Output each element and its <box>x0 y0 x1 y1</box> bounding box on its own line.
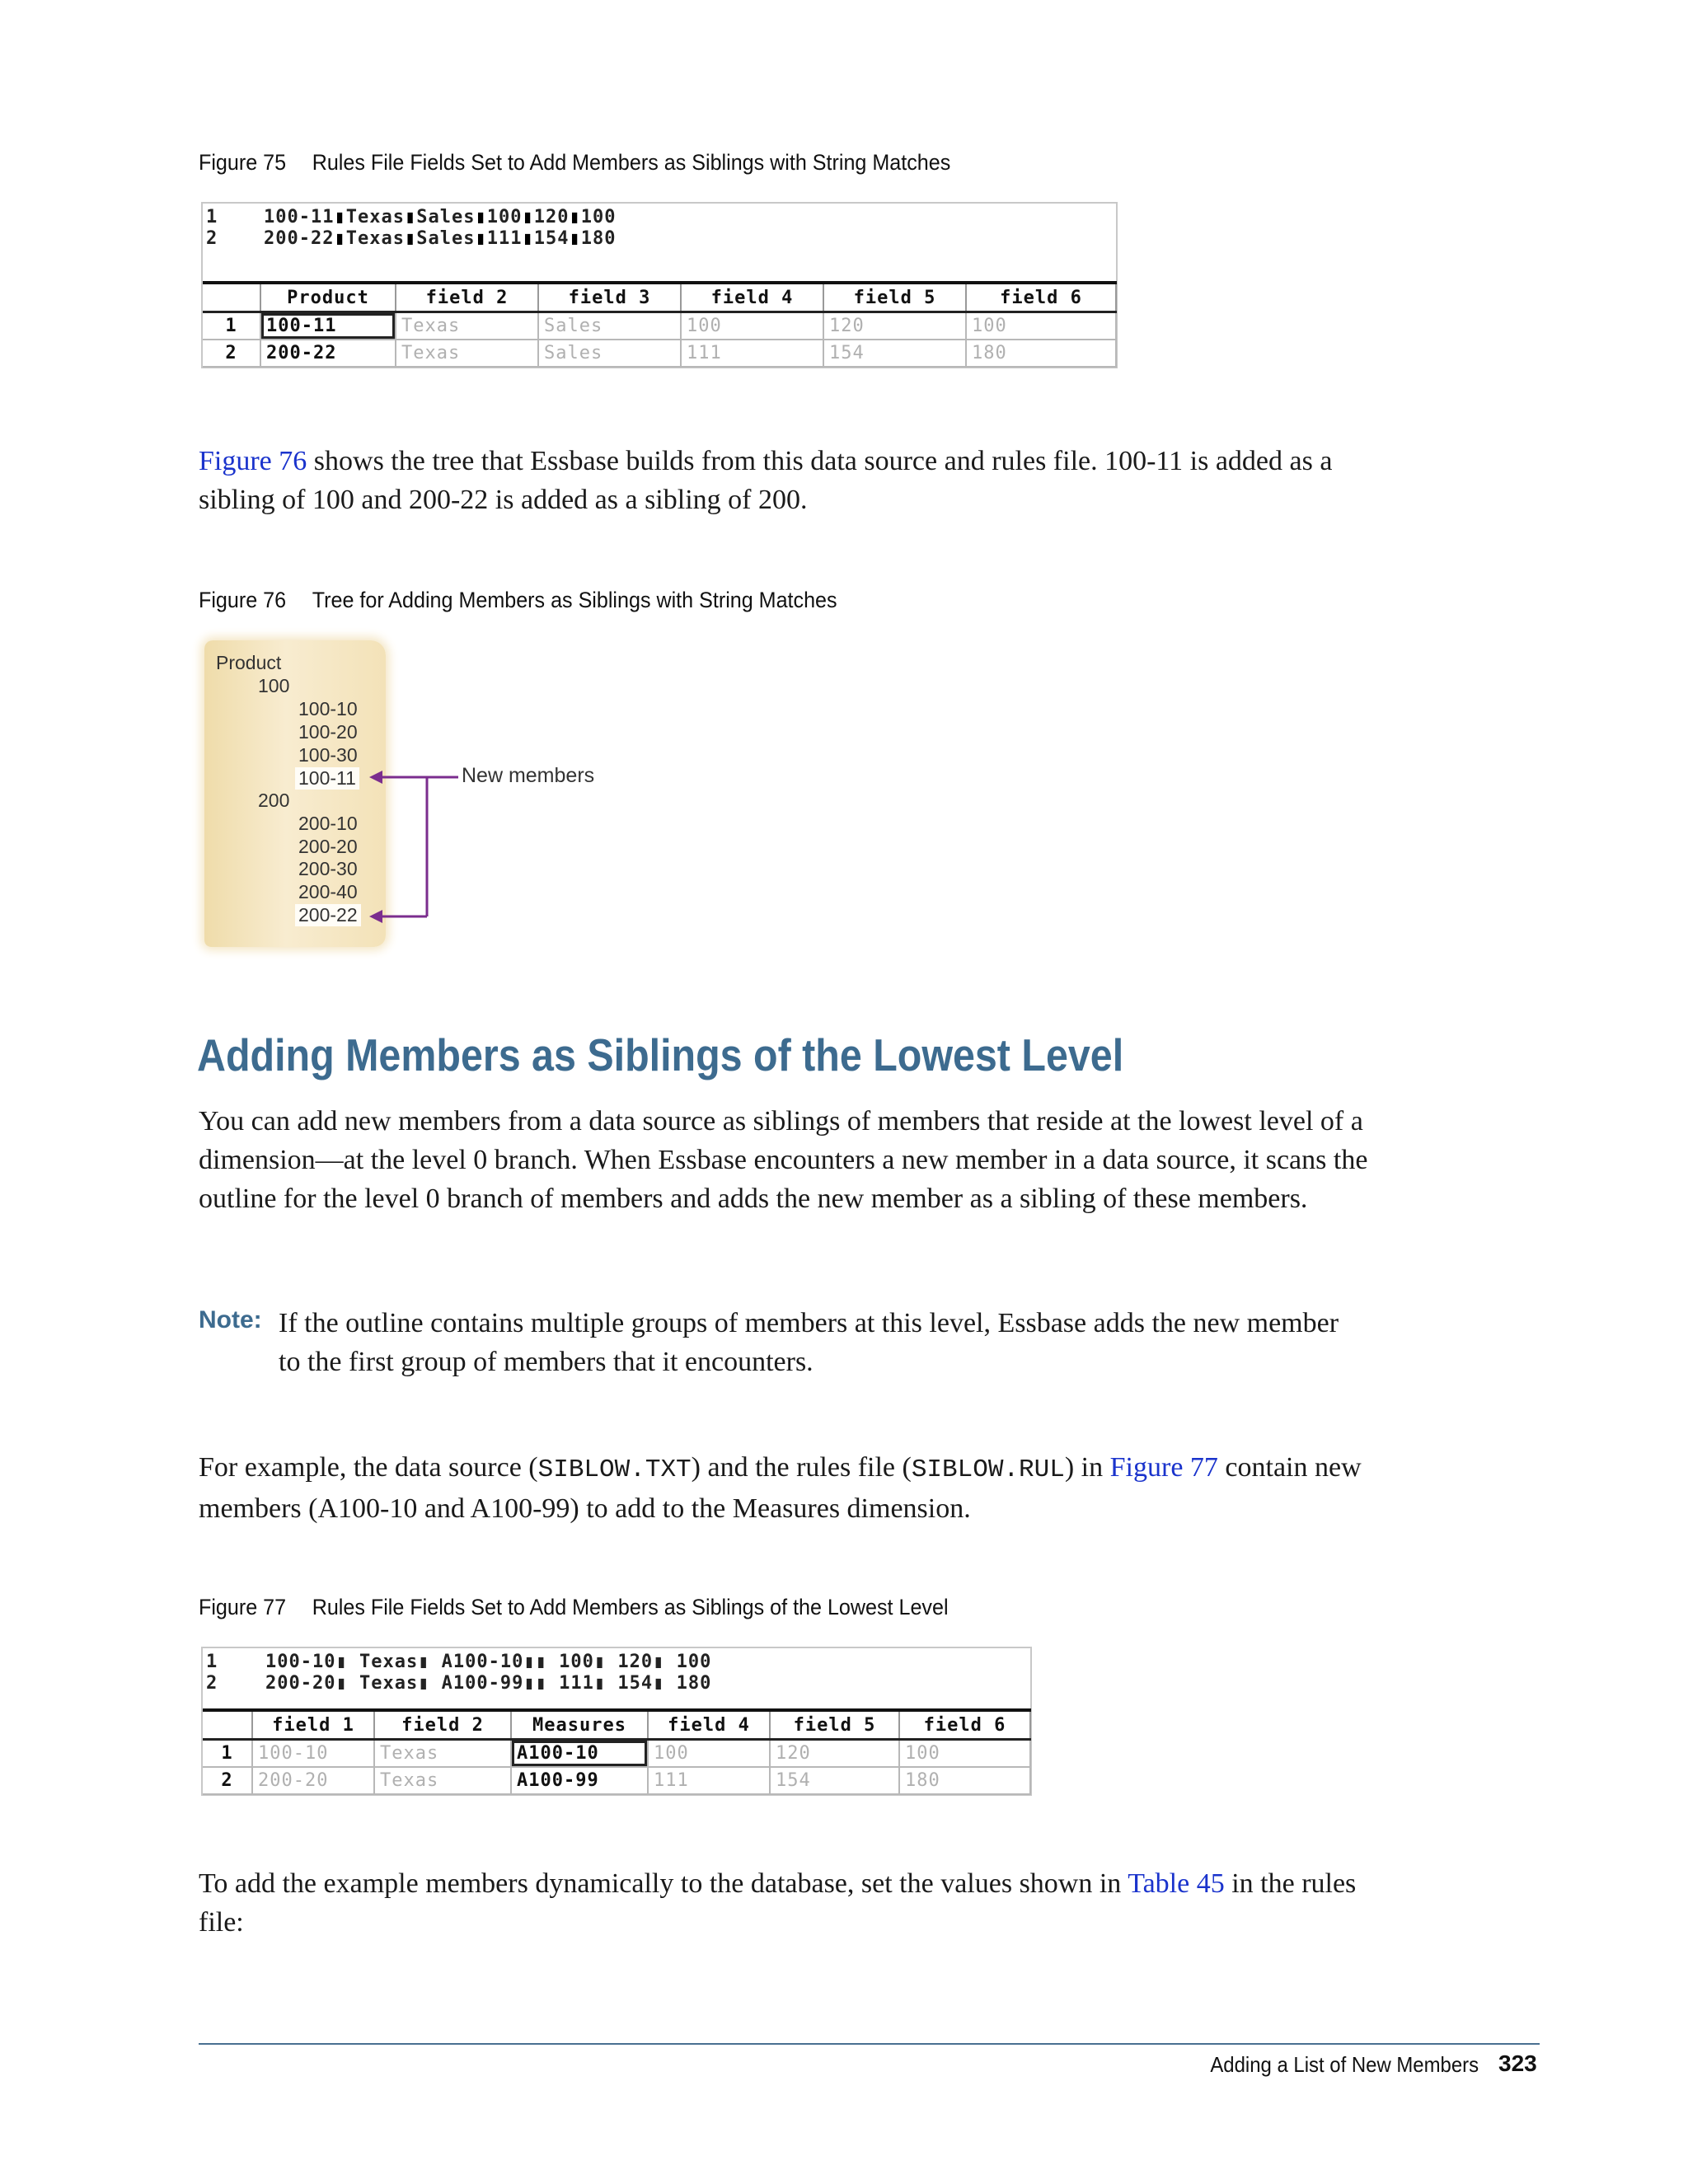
grid-header-row <box>203 283 1116 312</box>
grid-cell[interactable]: 200-22 <box>260 340 396 367</box>
grid-cell[interactable]: 180 <box>966 340 1116 367</box>
figure-76-caption <box>199 588 837 613</box>
figure-number: Figure 76 <box>199 588 287 612</box>
note-label: Note: <box>199 1306 262 1333</box>
figure-title: Tree for Adding Members as Siblings with String Matches <box>312 588 837 612</box>
grid-cell[interactable]: Texas <box>374 1767 511 1794</box>
paragraph-example: For example, the data source (SIBLOW.TXT) and the rules file (SIBLOW.RUL) in Figure 77 contain new members (A100-10 and A100-99) to add to the Measures dimension. <box>199 1452 1362 1524</box>
row-number: 2 <box>203 340 260 367</box>
column-header-product[interactable]: Product <box>260 283 396 312</box>
code-filename: SIBLOW.TXT <box>537 1455 692 1484</box>
figure-77-rules-file <box>201 1647 1032 1796</box>
figure-title: Rules File Fields Set to Add Members as Siblings with String Matches <box>312 150 951 175</box>
raw-data-line: 100-11▮Texas▮Sales▮100▮120▮100 <box>264 207 617 227</box>
paragraph-text: shows the tree that Essbase builds from this data source and rules file. 100-11 is added as a sibling of 100 and 200-22 is added as a sibling of 200. <box>199 446 1333 515</box>
arrow-head <box>369 771 382 784</box>
grid-cell[interactable]: Sales <box>538 340 681 367</box>
arrow-head <box>369 910 382 923</box>
table-45-link[interactable]: Table 45 <box>1128 1868 1225 1899</box>
table-row <box>203 1740 1030 1768</box>
figure-number: Figure 75 <box>199 150 287 175</box>
column-header[interactable]: field 5 <box>823 283 966 312</box>
page-number: 323 <box>1498 2050 1537 2076</box>
tree-member: 200-20 <box>298 836 358 857</box>
tree-member: 200-30 <box>298 858 358 879</box>
grid-cell[interactable]: Sales <box>538 312 681 340</box>
raw-line-number: 2 <box>206 228 218 249</box>
column-header[interactable]: field 4 <box>648 1710 770 1740</box>
tree-member: 200-40 <box>298 881 358 902</box>
footer-section-title: Adding a List of New Members <box>1210 2052 1479 2077</box>
figure-title: Rules File Fields Set to Add Members as Siblings of the Lowest Level <box>312 1595 949 1619</box>
grid-cell[interactable]: 154 <box>770 1767 899 1794</box>
field-grid <box>203 281 1117 368</box>
column-header[interactable]: field 6 <box>899 1710 1030 1740</box>
grid-cell[interactable]: A100-99 <box>511 1767 648 1794</box>
figure-75-caption <box>199 150 950 176</box>
table-row <box>203 312 1116 340</box>
tree-root: Product <box>216 652 282 673</box>
code-filename: SIBLOW.RUL <box>911 1455 1065 1484</box>
raw-data-line: 100-10▮ Texas▮ A100-10▮▮ 100▮ 120▮ 100 <box>265 1652 712 1672</box>
grid-cell[interactable]: 120 <box>823 312 966 340</box>
figure-77-caption <box>199 1595 949 1620</box>
column-header[interactable]: field 6 <box>966 283 1116 312</box>
grid-cell[interactable]: 154 <box>823 340 966 367</box>
table-row <box>203 1767 1030 1794</box>
column-header[interactable]: field 2 <box>396 283 538 312</box>
grid-cell[interactable]: 100 <box>966 312 1116 340</box>
grid-cell[interactable]: 100-10 <box>252 1740 374 1768</box>
grid-cell[interactable]: 100 <box>648 1740 770 1768</box>
figure-number: Figure 77 <box>199 1595 287 1619</box>
grid-cell[interactable]: Texas <box>374 1740 511 1768</box>
tree-new-member: 100-11 <box>295 767 359 790</box>
grid-cell[interactable]: 200-20 <box>252 1767 374 1794</box>
tree-member: 200 <box>258 790 290 811</box>
grid-cell[interactable]: 100-11 <box>260 312 396 340</box>
field-grid <box>203 1708 1031 1795</box>
grid-cell[interactable]: 111 <box>681 340 823 367</box>
column-header-measures[interactable]: Measures <box>511 1710 648 1740</box>
column-header[interactable]: field 5 <box>770 1710 899 1740</box>
section-body-paragraph: You can add new members from a data source as siblings of members that reside at the lowest level of a dimension—at the level 0 branch. When Essbase encounters a new member in a data source, it scans the outline for the level 0 branch of members and adds the new member as a sibling of these members. <box>199 1106 1368 1214</box>
grid-header-row <box>203 1710 1030 1740</box>
grid-cell[interactable]: 180 <box>899 1767 1030 1794</box>
figure-77-link[interactable]: Figure 77 <box>1109 1452 1218 1483</box>
tree-member: 100-10 <box>298 698 358 719</box>
grid-cell[interactable]: 111 <box>648 1767 770 1794</box>
row-number: 1 <box>203 1740 252 1768</box>
grid-corner <box>203 283 260 312</box>
grid-cell[interactable]: 120 <box>770 1740 899 1768</box>
raw-line-number: 1 <box>206 207 218 227</box>
raw-data-line: 200-20▮ Texas▮ A100-99▮▮ 111▮ 154▮ 180 <box>265 1673 712 1694</box>
outline-tree-panel <box>204 640 386 947</box>
figure-76-link[interactable]: Figure 76 <box>199 446 307 476</box>
figure-75-rules-file <box>201 202 1118 368</box>
column-header[interactable]: field 3 <box>538 283 681 312</box>
table-row <box>203 340 1116 367</box>
raw-line-number: 2 <box>206 1673 218 1694</box>
section-heading: Adding Members as Siblings of the Lowest Level <box>197 1029 1124 1080</box>
row-number: 1 <box>203 312 260 340</box>
paragraph-figure-76-intro <box>199 442 1369 519</box>
tree-member: 100-20 <box>298 721 358 743</box>
footer-divider <box>199 2043 1540 2045</box>
tree-member: 100-30 <box>298 744 358 766</box>
grid-cell[interactable]: A100-10 <box>511 1740 648 1768</box>
grid-cell[interactable]: Texas <box>396 340 538 367</box>
note-text: If the outline contains multiple groups of members at this level, Essbase adds the new member to the first group of members that it encounters. <box>279 1308 1339 1377</box>
raw-line-number: 1 <box>206 1652 218 1672</box>
raw-data-line: 200-22▮Texas▮Sales▮111▮154▮180 <box>264 228 617 249</box>
tree-new-member: 200-22 <box>295 904 361 926</box>
column-header[interactable]: field 2 <box>374 1710 511 1740</box>
column-header[interactable]: field 1 <box>252 1710 374 1740</box>
grid-corner <box>203 1710 252 1740</box>
new-members-arrows <box>363 758 462 923</box>
tree-member: 200-10 <box>298 813 358 834</box>
row-number: 2 <box>203 1767 252 1794</box>
column-header[interactable]: field 4 <box>681 283 823 312</box>
grid-cell[interactable]: Texas <box>396 312 538 340</box>
tree-member: 100 <box>258 675 290 696</box>
new-members-callout: New members <box>462 764 595 787</box>
grid-cell[interactable]: 100 <box>899 1740 1030 1768</box>
paragraph-table-45: To add the example members dynamically to the database, set the values shown in Table 45 in the rules file: <box>199 1868 1357 1938</box>
grid-cell[interactable]: 100 <box>681 312 823 340</box>
